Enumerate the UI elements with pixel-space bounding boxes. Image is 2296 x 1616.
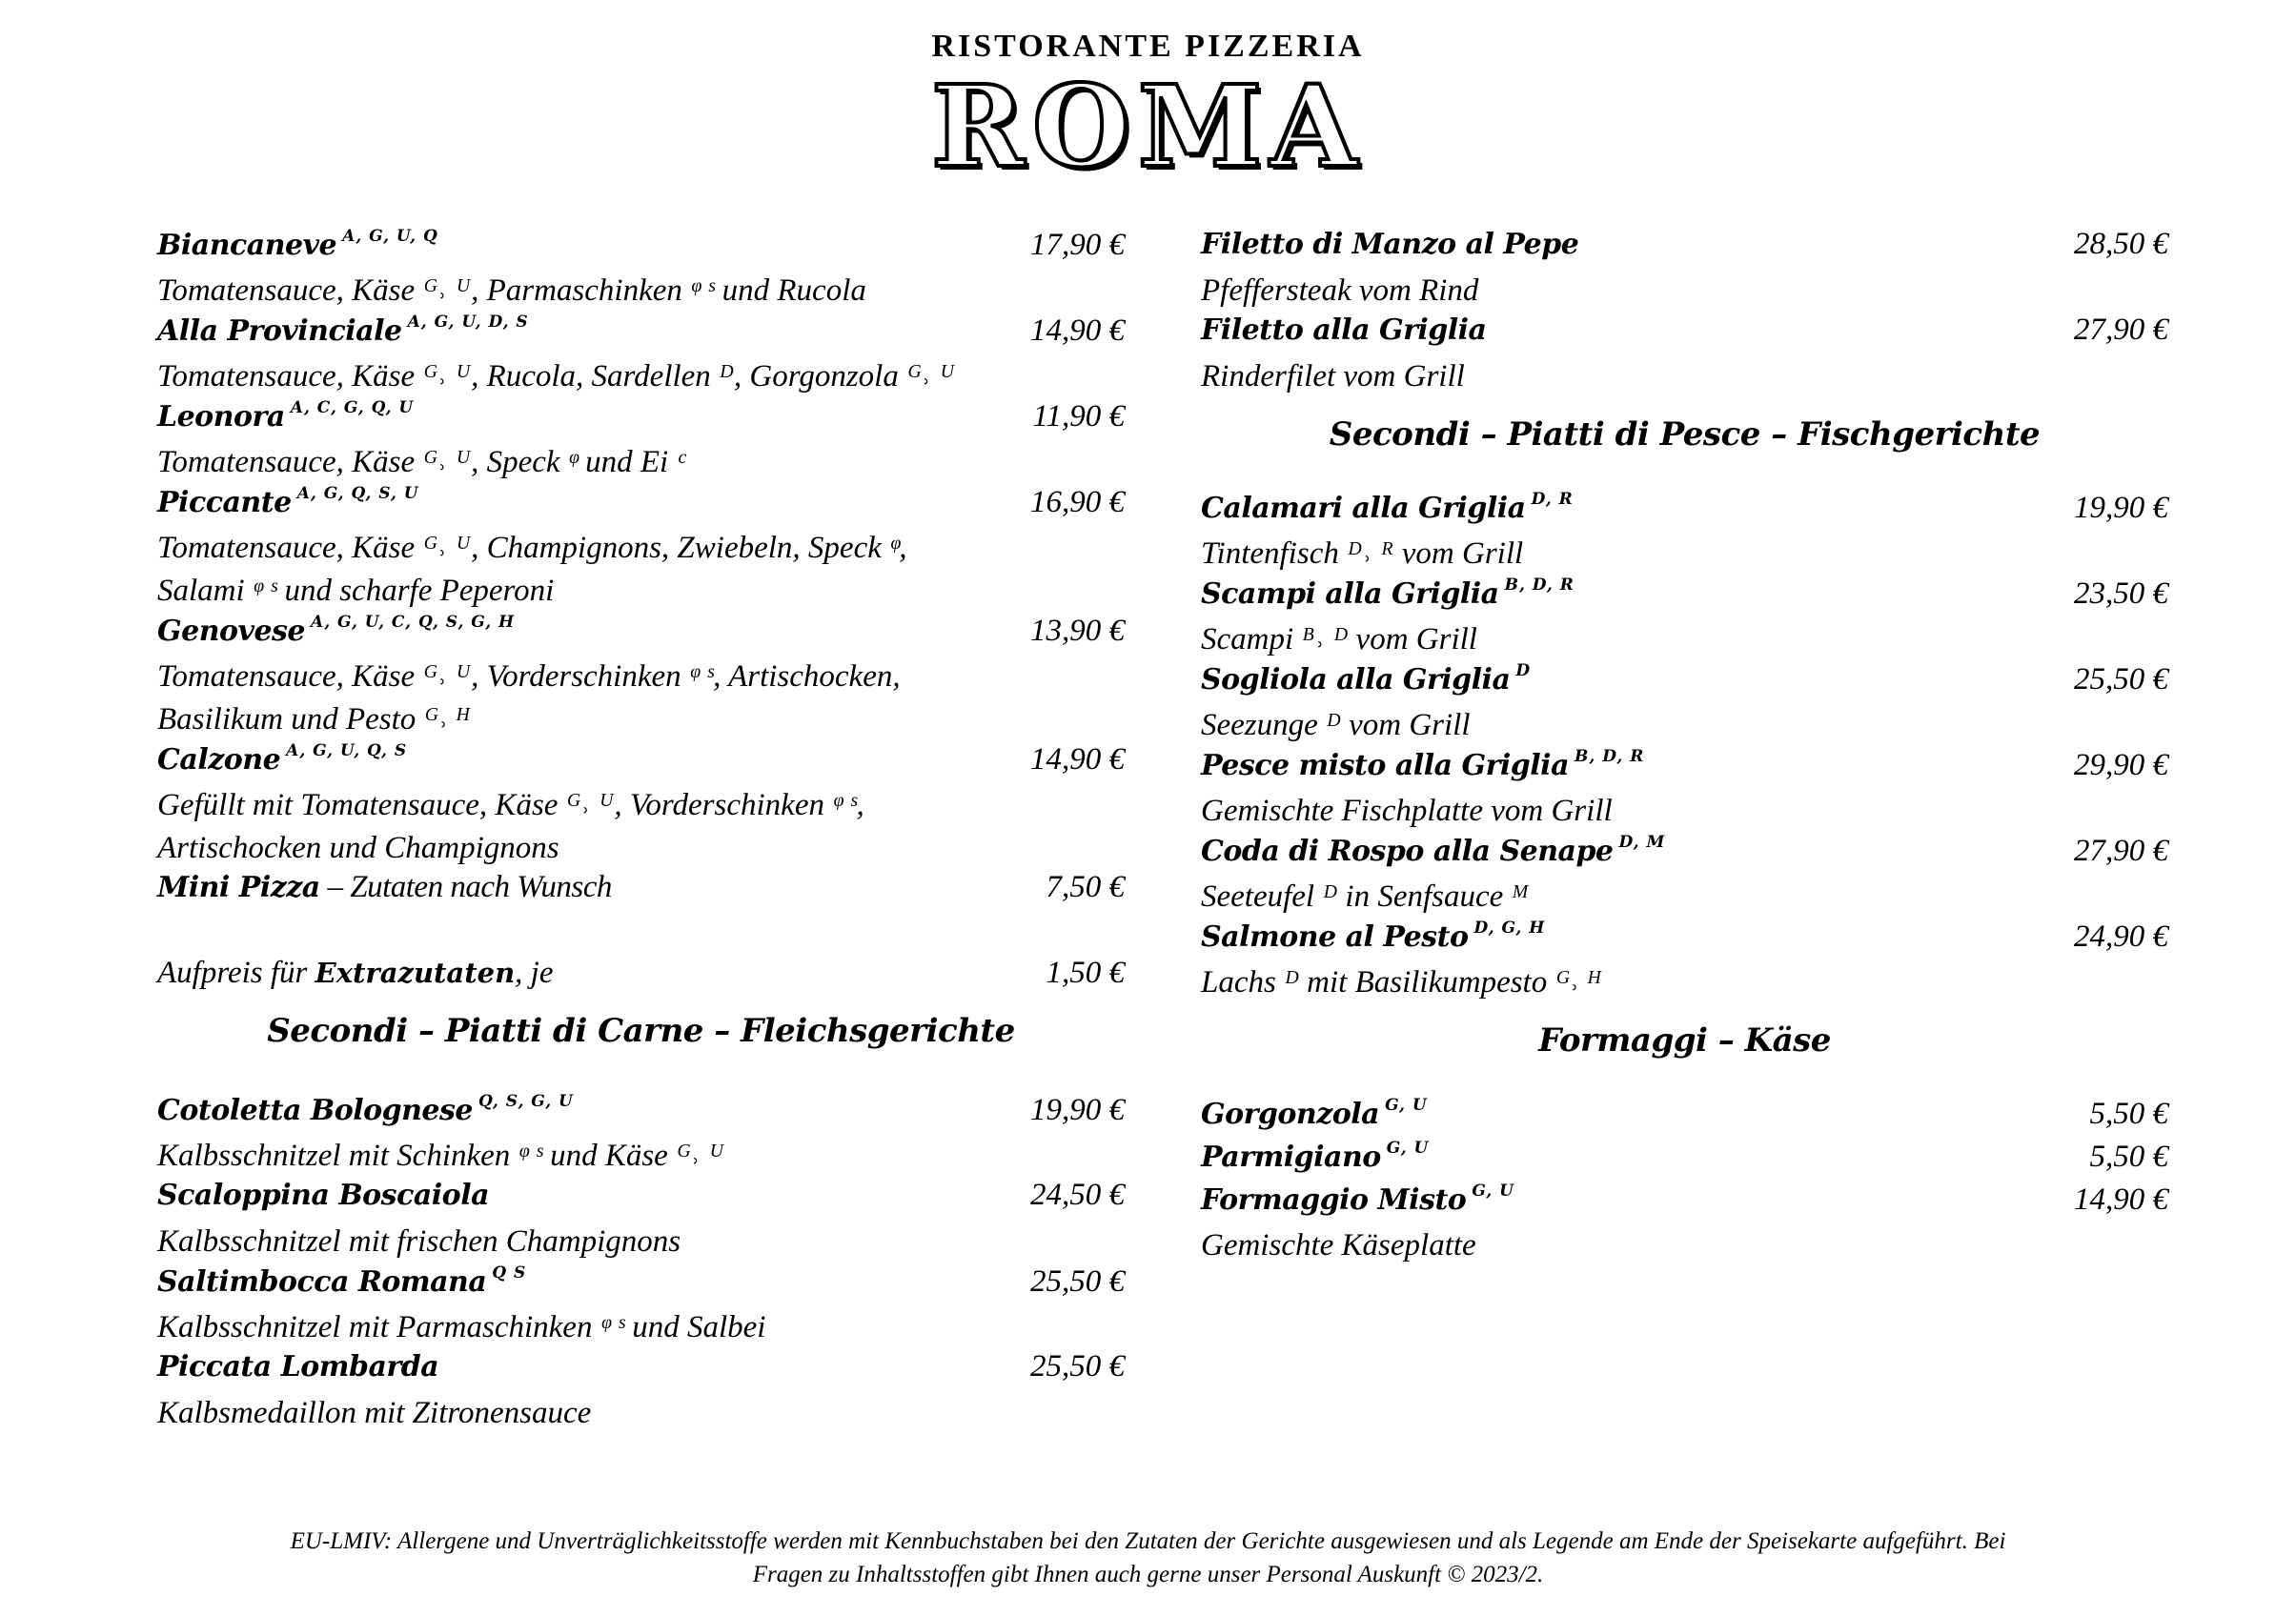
allergen-footer — [0, 1525, 2296, 1591]
item-description: Seeteufel ᴰ in Senfsauce ᴹ — [1201, 879, 1530, 914]
item-name: Alla Provinciale — [157, 314, 402, 348]
item-description: Basilikum und Pesto ᴳ˒ ᴴ — [157, 702, 468, 737]
menu-item — [157, 398, 1125, 484]
menu-item — [1201, 919, 2168, 1004]
item-price: 19,90 € — [2074, 491, 2168, 525]
extra-toppings-label: Extrazutaten — [315, 957, 516, 989]
item-description: Tomatensauce, Käse ᴳ˒ ᵁ, Speck ᵠ und Ei ᶜ — [157, 445, 685, 479]
menu-item — [157, 613, 1125, 741]
menu-item — [157, 484, 1125, 613]
menu-header — [0, 29, 2296, 192]
item-price: 24,90 € — [2074, 919, 2168, 954]
item-price: 27,90 € — [2074, 313, 2168, 347]
item-price: 27,90 € — [2074, 834, 2168, 868]
item-description: Artischocken und Champignons — [157, 831, 559, 865]
item-description: Lachs ᴰ mit Basilikumpesto ᴳ˒ ᴴ — [1201, 965, 1599, 1000]
item-price: 16,90 € — [1030, 485, 1125, 519]
item-name: Coda di Rospo alla Senape — [1201, 835, 1614, 868]
item-description: Pfeffersteak vom Rind — [1201, 273, 1479, 308]
allergen-codes: A, C, G, Q, U — [290, 398, 415, 417]
allergen-codes: D, G, H — [1473, 919, 1546, 938]
item-price: 14,90 € — [2074, 1182, 2168, 1217]
item-name: Biancaneve — [157, 229, 337, 262]
item-description: Gemischte Käseplatte — [1201, 1228, 1476, 1262]
item-description: Scampi ᴮ˒ ᴰ vom Grill — [1201, 622, 1477, 656]
menu-item — [157, 1349, 1125, 1435]
item-name: Formaggio Misto — [1201, 1183, 1467, 1217]
allergen-codes: Q, S, G, U — [477, 1092, 574, 1111]
item-description: Tomatensauce, Käse ᴳ˒ ᵁ, Parmaschinken ᵠ ˢ und Rucola — [157, 273, 866, 308]
menu-item — [157, 227, 1125, 313]
allergen-codes: A, G, U, D, S — [407, 313, 529, 332]
item-price: 25,50 € — [1030, 1349, 1125, 1384]
menu-item — [1201, 747, 2168, 833]
item-name: Scaloppina Boscaiola — [157, 1179, 490, 1212]
item-price: 23,50 € — [2074, 576, 2168, 611]
allergen-codes: G, U — [1385, 1096, 1428, 1115]
item-name: Piccata Lombarda — [157, 1350, 439, 1384]
mini-pizza-item: Mini Pizza – Zutaten nach Wunsch 7,50 € — [157, 870, 1125, 904]
item-name: Salmone al Pesto — [1201, 920, 1469, 954]
right-column — [1201, 227, 2168, 1267]
menu-item — [157, 1178, 1125, 1263]
item-price: 5,50 € — [2089, 1097, 2168, 1131]
item-description: Kalbsschnitzel mit Schinken ᵠ ˢ und Käse ᴳ˒ ᵁ — [157, 1139, 724, 1173]
item-name: Sogliola alla Griglia — [1201, 663, 1511, 697]
item-description: Seezunge ᴰ vom Grill — [1201, 708, 1471, 742]
item-description: Tomatensauce, Käse ᴳ˒ ᵁ, Champignons, Zwiebeln, Speck ᵠ, — [157, 531, 907, 565]
item-description: Salami ᵠ ˢ und scharfe Peperoni — [157, 574, 555, 608]
menu-item — [157, 1263, 1125, 1349]
menu-item — [1201, 227, 2168, 313]
allergen-codes: A, G, Q, S, U — [296, 484, 419, 503]
restaurant-subtitle: RISTORANTE PIZZERIA — [931, 29, 1365, 64]
item-name: Calzone — [157, 743, 281, 777]
menu-item — [1201, 833, 2168, 919]
allergen-codes: G, U — [1386, 1139, 1430, 1158]
item-description: Kalbsschnitzel mit Parmaschinken ᵠ ˢ und Salbei — [157, 1310, 766, 1344]
item-price: 24,50 € — [1030, 1178, 1125, 1212]
meat-list-continued — [1201, 227, 2168, 398]
item-price: 14,90 € — [1030, 313, 1125, 348]
item-description: Tintenfisch ᴰ˒ ᴿ vom Grill — [1201, 536, 1524, 571]
item-name: Calamari alla Griglia — [1201, 492, 1526, 525]
item-price: 25,50 € — [1030, 1264, 1125, 1299]
menu-item — [157, 741, 1125, 870]
section-heading-meat: Secondi – Piatti di Carne – Fleichsgerichte — [267, 1012, 1015, 1050]
item-price: 14,90 € — [1030, 742, 1125, 777]
roma-logo: ROMA — [930, 60, 1366, 192]
menu-item — [157, 313, 1125, 398]
menu-item — [1201, 1182, 2168, 1267]
item-description: Kalbsschnitzel mit frischen Champignons — [157, 1224, 681, 1259]
allergen-codes: A, G, U, Q, S — [286, 741, 408, 760]
item-description: Kalbsmedaillon mit Zitronensauce — [157, 1396, 592, 1430]
item-name: Leonora — [157, 400, 285, 434]
item-description: Gefüllt mit Tomatensauce, Käse ᴳ˒ ᵁ, Vorderschinken ᵠ ˢ, — [157, 788, 864, 822]
item-name: Genovese — [157, 615, 306, 648]
item-description: Gemischte Fischplatte vom Grill — [1201, 794, 1613, 828]
menu-item — [157, 1092, 1125, 1178]
item-price: 5,50 € — [2089, 1140, 2168, 1174]
item-description: Rinderfilet vom Grill — [1201, 359, 1465, 394]
extra-toppings-item: Aufpreis für Extrazutaten, je 1,50 € — [157, 956, 1125, 990]
allergen-codes: B, D, R — [1575, 747, 1645, 766]
allergen-codes: D, M — [1618, 833, 1666, 852]
allergen-codes: A, G, U, Q — [342, 227, 438, 246]
item-description: Zutaten nach Wunsch — [350, 870, 612, 904]
item-description: Tomatensauce, Käse ᴳ˒ ᵁ, Rucola, Sardellen ᴰ, Gorgonzola ᴳ˒ ᵁ — [157, 359, 955, 394]
menu-item — [1201, 313, 2168, 398]
item-name: Mini Pizza — [157, 871, 320, 904]
item-name: Parmigiano — [1201, 1141, 1381, 1174]
item-name: Gorgonzola — [1201, 1098, 1380, 1131]
menu-item — [1201, 661, 2168, 747]
item-name: Piccante — [157, 486, 292, 519]
allergen-codes: G, U — [1472, 1182, 1514, 1201]
allergen-codes: A, G, U, C, Q, S, G, H — [311, 613, 516, 632]
item-price: 25,50 € — [2074, 662, 2168, 697]
item-description: Tomatensauce, Käse ᴳ˒ ᵁ, Vorderschinken ᵠ ˢ, Artischocken, — [157, 659, 901, 694]
section-heading-fish: Secondi – Piatti di Pesce – Fischgerichte — [1329, 415, 2041, 454]
footer-line-1: EU-LMIV: Allergene und Unverträglichkeitsstoffe werden mit Kennbuchstaben bei den Zutaten der Gerichte ausgewiesen und als Legende am Ende der Speisekarte aufgeführt. Bei — [290, 1528, 2006, 1554]
menu-item — [1201, 576, 2168, 661]
cheese-list — [1201, 1096, 2168, 1267]
item-price: 1,50 € — [1046, 956, 1125, 990]
item-name: Cotoletta Bolognese — [157, 1094, 473, 1127]
menu-item — [1201, 1096, 2168, 1139]
allergen-codes: D, R — [1531, 490, 1574, 509]
left-column — [157, 227, 1125, 1435]
allergen-codes: Q S — [492, 1263, 527, 1283]
item-name: Filetto di Manzo al Pepe — [1201, 228, 1579, 261]
item-price: 29,90 € — [2074, 748, 2168, 782]
item-name: Saltimbocca Romana — [157, 1265, 487, 1299]
item-price: 7,50 € — [1046, 870, 1125, 904]
menu-item — [1201, 490, 2168, 576]
item-price: 19,90 € — [1030, 1093, 1125, 1127]
item-name: Pesce misto alla Griglia — [1201, 749, 1570, 782]
item-name: Filetto alla Griglia — [1201, 313, 1487, 347]
item-price: 17,90 € — [1030, 228, 1125, 262]
allergen-codes: B, D, R — [1504, 576, 1575, 595]
item-price: 13,90 € — [1030, 614, 1125, 648]
fish-list — [1201, 490, 2168, 1004]
item-price: 11,90 € — [1032, 399, 1125, 434]
section-heading-cheese: Formaggi – Käse — [1538, 1021, 1831, 1060]
allergen-codes: D — [1515, 661, 1532, 680]
meat-list — [157, 1092, 1125, 1435]
pizza-list — [157, 227, 1125, 870]
footer-line-2: Fragen zu Inhaltsstoffen gibt Ihnen auch gerne unser Personal Auskunft © 2023/2. — [752, 1562, 1544, 1587]
menu-item — [1201, 1139, 2168, 1182]
item-name: Scampi alla Griglia — [1201, 577, 1499, 611]
item-price: 28,50 € — [2074, 227, 2168, 261]
